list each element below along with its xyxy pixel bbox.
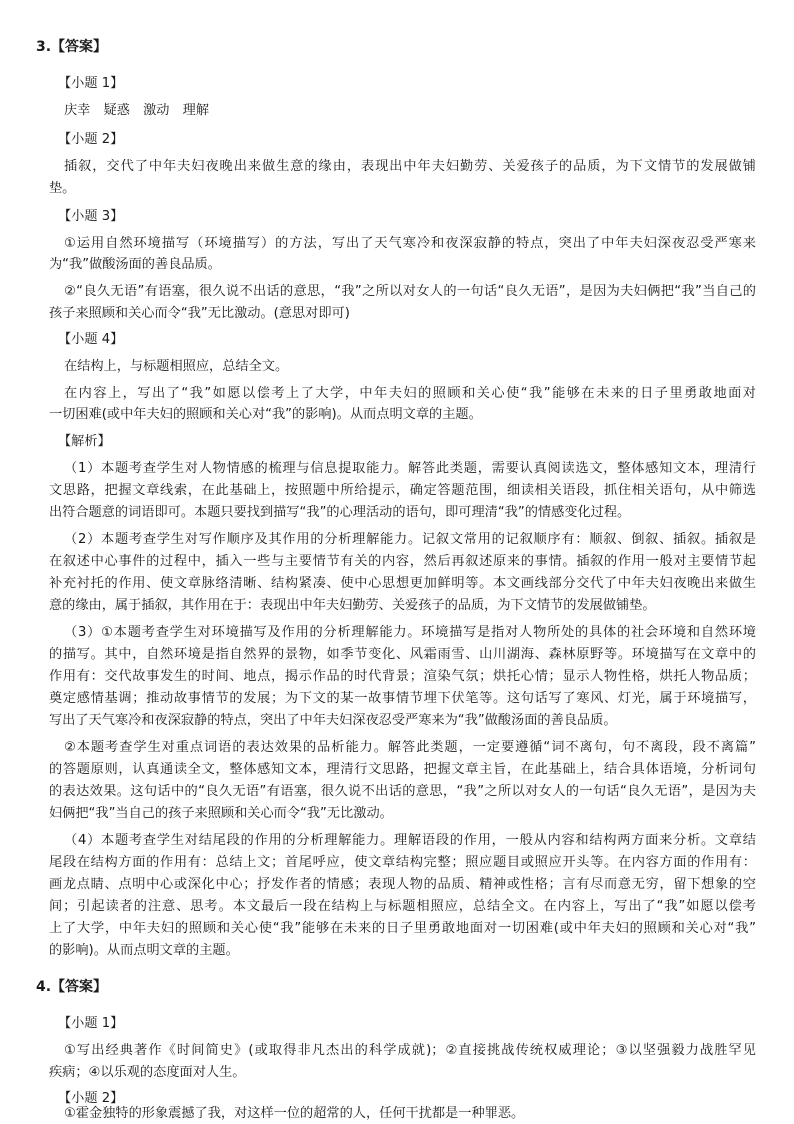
- q4-subq1-label: 【小题 1】: [58, 1016, 124, 1031]
- q3-analysis-line: 出符合题意的词语即可。本题只要找到描写“我”的心理活动的语句，即可理清“我”的情感变化过程。: [49, 505, 631, 520]
- q3-subq3-line: 孩子来照顾和关心而令“我”无比激动。(意思对即可): [49, 306, 350, 321]
- q3-subq1-label: 【小题 1】: [58, 76, 124, 91]
- q3-heading: 3.【答案】: [36, 39, 108, 55]
- q4-subq1-line: ①写出经典著作《时间简史》(或取得非凡杰出的科学成就)；②直接挑战传统权威理论；③以坚强毅力战胜罕见: [64, 1043, 756, 1058]
- q3-analysis-line: 的表达效果。这句话中的“良久无语”有语塞，很久说不出话的意思，“我”之所以对女人的一句话“良久无语”，是因为夫: [49, 784, 756, 799]
- q3-subq3-label: 【小题 3】: [58, 209, 124, 224]
- q3-subq3-line: ①运用自然环境描写（环境描写）的方法，写出了天气寒冷和夜深寂静的特点，突出了中年夫妇深夜忍受严寒来: [64, 236, 756, 251]
- q3-analysis-line: （4）本题考查学生对结尾段的作用的分析理解能力。理解语段的作用，一般从内容和结构两方面来分析。文章结: [64, 833, 756, 848]
- q3-analysis-line: 在叙述中心事件的过程中，插入一些与主要情节有关的内容，然后再叙述原来的事情。插叙的作用一般对主要情节起: [49, 554, 756, 569]
- q3-analysis-line: 上了大学，中年夫妇的照顾和关心使“我”能够在未来的日子里勇敢地面对一切困难(或中年夫妇的照顾和关心对“我”: [49, 921, 756, 936]
- q3-analysis-line: （2）本题考查学生对写作顺序及其作用的分析理解能力。记叙文常用的记叙顺序有：顺叙、倒叙、插叙。插叙是: [64, 532, 756, 547]
- q3-analysis-line: 作用有：交代故事发生的时间、地点，揭示作品的时代背景；渲染气氛；烘托心情；显示人物性格，烘托人物品质；: [49, 669, 756, 684]
- q3-analysis-line: 写出了天气寒冷和夜深寂静的特点，突出了中年夫妇深夜忍受严寒来为“我”做酸汤面的善良品质。: [49, 713, 617, 728]
- q3-analysis-line: （1）本题考查学生对人物情感的梳理与信息提取能力。解答此类题，需要认真阅读选文，整体感知文本，理清行: [64, 461, 756, 476]
- q3-analysis-line: 意的缘由，属于插叙，其作用在于：表现出中年夫妇勤劳、关爱孩子的品质，为下文情节的发展做铺垫。: [49, 598, 656, 613]
- q3-analysis-line: 奠定感情基调；推动故事情节的发展；为下文的某一故事情节埋下伏笔等。这句话写了寒风、灯光，属于环境描写，: [49, 691, 756, 706]
- q3-subq4-line: 在内容上，写出了“我”如愿以偿考上了大学，中年夫妇的照顾和关心使“我”能够在未来的日子里勇敢地面对: [64, 386, 756, 401]
- q4-subq2-label: 【小题 2】: [58, 1091, 124, 1106]
- q3-subq4-label: 【小题 4】: [58, 332, 124, 347]
- q3-analysis-line: （3）①本题考查学生对环境描写及作用的分析理解能力。环境描写是指对人物所处的具体的社会环境和自然环境: [64, 625, 756, 640]
- q3-subq3-line: ②“良久无语”有语塞，很久说不出话的意思，“我”之所以对女人的一句话“良久无语”，是因为夫妇俩把“我”当自己的: [64, 284, 756, 299]
- q3-subq4-line: 一切困难(或中年夫妇的照顾和关心对“我”的影响)。从而点明文章的主题。: [49, 407, 482, 422]
- q3-analysis-line: 尾段在结构方面的作用有：总结上文；首尾呼应，使文章结构完整；照应题目或照应开头等。在内容方面的作用有：: [49, 855, 756, 870]
- q4-subq1-line: 疾病；④以乐观的态度面对人生。: [49, 1065, 246, 1080]
- q3-subq2-label: 【小题 2】: [58, 132, 124, 147]
- q3-subq2-line: 垫。: [49, 181, 76, 196]
- q3-analysis-line: 文思路，把握文章线索，在此基础上，按照题中所给提示，确定答题范围，细读相关语段，抓住相关语句，从中筛选: [49, 483, 756, 498]
- q4-subq2-line: ①霍金独特的形象震撼了我，对这样一位的超常的人，任何干扰都是一种罪恶。: [64, 1106, 525, 1121]
- q3-analysis-line: 的影响)。从而点明文章的主题。: [49, 943, 239, 958]
- q3-analysis-line: 妇俩把“我”当自己的孩子来照顾和关心而令“我”无比激动。: [49, 806, 393, 821]
- q4-heading: 4.【答案】: [36, 979, 108, 995]
- q3-subq3-line: 为“我”做酸汤面的善良品质。: [49, 257, 221, 272]
- q3-subq2-line: 插叙，交代了中年夫妇夜晚出来做生意的缘由，表现出中年夫妇勤劳、关爱孩子的品质，为下文情节的发展做铺: [64, 159, 756, 174]
- q3-analysis-line: ②本题考查学生对重点词语的表达效果的品析能力。解答此类题，一定要遵循“词不离句，句不离段，段不离篇”: [64, 740, 756, 755]
- q3-subq4-line: 在结构上，与标题相照应，总结全文。: [64, 359, 289, 374]
- q3-analysis-line: 的描写。其中，自然环境是指自然界的景物，如季节变化、风霜雨雪、山川湖海、森林原野等。环境描写在文章中的: [49, 647, 756, 662]
- q3-analysis-line: 的答题原则，认真通读全文，整体感知文本，理清行文思路，把握文章主旨，在此基础上，结合具体语境，分析词句: [49, 762, 756, 777]
- q3-analysis-label: 【解析】: [58, 434, 111, 449]
- q3-subq1-answer: 庆幸 疑惑 激动 理解: [64, 103, 210, 118]
- q3-analysis-line: 补充衬托的作用、使文章脉络清晰、结构紧凑、使中心思想更加鲜明等。本文画线部分交代了中年夫妇夜晚出来做生: [49, 576, 756, 591]
- q3-analysis-line: 画龙点睛、点明中心或深化中心；抒发作者的情感；表现人物的品质、精神或性格；言有尽而意无穷，留下想象的空: [49, 877, 756, 892]
- q3-analysis-line: 间；引起读者的注意、思考。本文最后一段在结构上与标题相照应，总结全文。在内容上，写出了“我”如愿以偿考: [49, 899, 756, 914]
